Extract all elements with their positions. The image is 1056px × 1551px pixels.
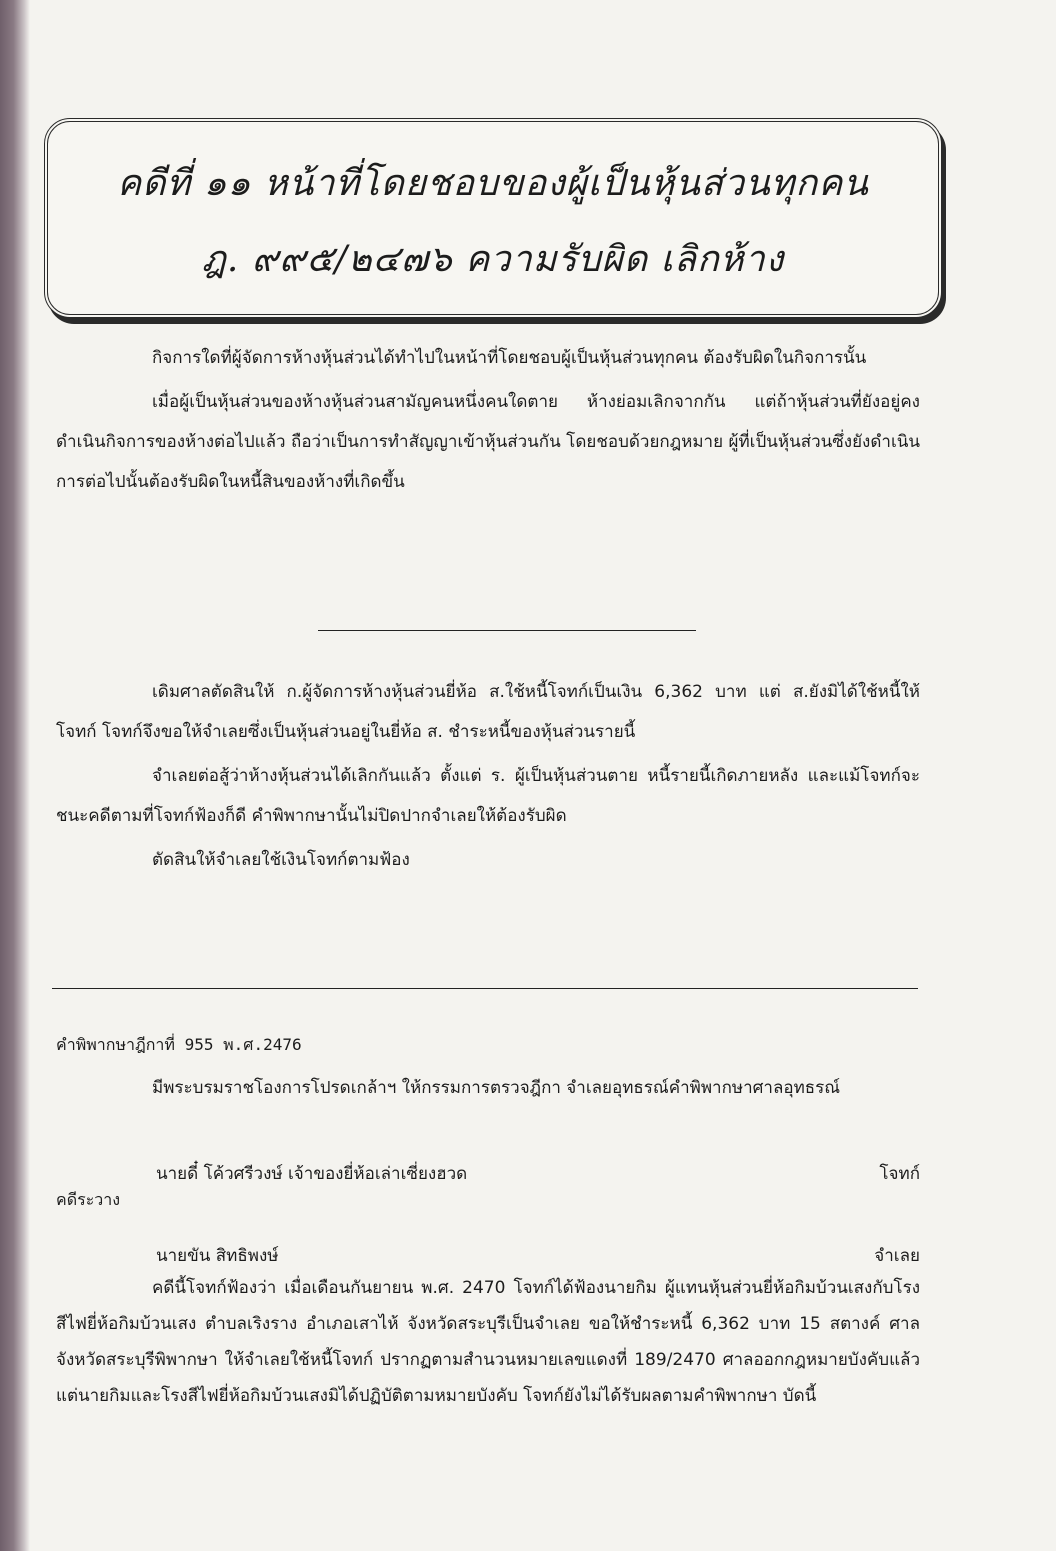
case-summary [56,672,920,884]
plaintiff-name: นายดี๋ โค้วศรีวงษ์ เจ้าของยี่ห้อเล่าเซี่ยงฮวด [156,1164,468,1184]
legal-principles [56,338,920,506]
between-label: คดีระวาง [56,1190,121,1209]
judgment-body [56,1270,920,1418]
case-title-box [44,118,942,318]
body-paragraph: คดีนี้โจทก์ฟ้องว่า เมื่อเดือนกันยายน พ.ศ. 2470 โจทก์ได้ฟ้องนายกิม ผู้แทนหุ้นส่วนยี่ห้อกิมบ้วนเสงกับโรงสีไฟยี่ห้อกิมบ้วนเสง ตำบลเริงราง อำเภอเสาไห้ จังหวัดสระบุรีเป็นจำเลย ขอให้ชำระหนี้ 6,362 บาท 15 สตางค์ ศาลจังหวัดสระบุรีพิพากษา ให้จำเลยใช้หนี้โจทก์ ปรากฏตามสำนวนหมายเลขแดงที่ 189/2470 ศาลออกกฎหมายบังคับแล้ว แต่นายกิมและโรงสีไฟยี่ห้อกิมบ้วนเสงมิได้ปฏิบัติตามหมายบังคับ โจทก์ยังไม่ได้รับผลตามคำพิพากษา บัดนี้ [56,1278,920,1406]
summary-paragraph: จำเลยต่อสู้ว่าห้างหุ้นส่วนได้เลิกกันแล้ว ตั้งแต่ ร. ผู้เป็นหุ้นส่วนตาย หนี้รายนี้เกิดภายหลัง และแม้โจทก์จะชนะคดีตามที่โจทก์ฟ้องก็ดี คำพิพากษานั้นไม่ปิดปากจำเลยให้ต้องรับผิด [56,766,920,826]
case-subtitle: ฎ. ๙๙๕/๒๔๗๖ ความรับผิด เลิกห้าง [201,239,785,280]
summary-paragraph: ตัดสินให้จำเลยใช้เงินโจทก์ตามฟ้อง [152,850,410,870]
defendant-role: จำเลย [874,1246,920,1266]
summary-paragraph: เดิมศาลตัดสินให้ ก.ผู้จัดการห้างหุ้นส่วนยี่ห้อ ส.ใช้หนี้โจทก์เป็นเงิน 6,362 บาท แต่ ส.ยังมิได้ใช้หนี้ให้โจทก์ โจทก์จึงขอให้จำเลยซึ่งเป็นหุ้นส่วนอยู่ในยี่ห้อ ส. ชำระหนี้ของหุ้นส่วนรายนี้ [56,682,920,742]
principle-paragraph: เมื่อผู้เป็นหุ้นส่วนของห้างหุ้นส่วนสามัญคนหนึ่งคนใดตาย ห้างย่อมเลิกจากกัน แต่ถ้าหุ้นส่วนที่ยังอยู่คงดำเนินกิจการของห้างต่อไปแล้ว ถือว่าเป็นการทำสัญญาเข้าหุ้นส่วนกัน โดยชอบด้วยกฎหมาย ผู้ที่เป็นหุ้นส่วนซึ่งยังดำเนินการต่อไปนั้นต้องรับผิดในหนี้สินของห้างที่เกิดขึ้น [56,392,920,492]
plaintiff-role: โจทก์ [879,1164,920,1184]
judgment-reference: คำพิพากษาฎีกาที่ 955 พ.ศ.2476 [56,1035,302,1054]
principle-paragraph: กิจการใดที่ผู้จัดการห้างหุ้นส่วนได้ทำไปในหน้าที่โดยชอบผู้เป็นหุ้นส่วนทุกคน ต้องรับผิดในกิจการนั้น [152,348,867,368]
intro-paragraph: มีพระบรมราชโองการโปรดเกล้าฯ ให้กรรมการตรวจฎีกา จำเลยอุทธรณ์คำพิพากษาศาลอุทธรณ์ [152,1078,841,1098]
short-divider [318,630,696,631]
judgment-intro [56,1068,920,1112]
book-spine-shadow [0,0,30,1551]
full-divider [52,988,918,989]
defendant-name: นายขัน สิทธิพงษ์ [156,1246,279,1266]
case-title: คดีที่ ๑๑ หน้าที่โดยชอบของผู้เป็นหุ้นส่วนทุกคน [117,163,869,204]
